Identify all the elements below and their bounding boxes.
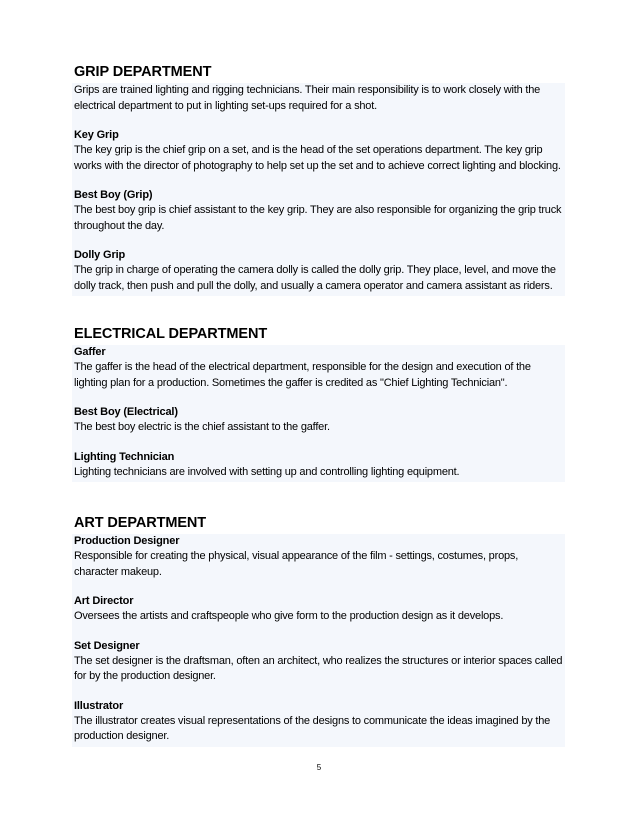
role-title: Key Grip (74, 129, 119, 141)
role-title: Art Director (74, 595, 134, 607)
art-department-section (74, 514, 565, 747)
role-title: Set Designer (74, 639, 140, 652)
role-title: Production Designer (74, 535, 180, 547)
section-body (72, 534, 565, 747)
role-title: Lighting Technician (74, 450, 175, 463)
role-description: The gaffer is the head of the electrical department, responsible for the design and execution of the lighting plan for a production. Sometimes the gaffer is credited as "Chief Lighting Technician". (74, 361, 531, 389)
section-title: ART DEPARTMENT (74, 515, 207, 531)
role-description: The illustrator creates visual representations of the designs to communicate the ideas imagined by the production designer. (74, 714, 551, 742)
role-description: Responsible for creating the physical, visual appearance of the film - settings, costumes, props, character makeup. (74, 550, 519, 578)
electrical-department-section (74, 325, 565, 482)
role-entry (74, 405, 563, 436)
page-number: 5 (316, 763, 322, 772)
grip-department-section (74, 63, 565, 296)
role-description: Lighting technicians are involved with setting up and controlling lighting equipment. (74, 465, 460, 478)
role-description: The best boy electric is the chief assistant to the gaffer. (74, 421, 330, 433)
role-description: The best boy grip is chief assistant to the key grip. They are also responsible for organizing the grip truck throughout the day. (74, 204, 562, 232)
role-description: Oversees the artists and craftspeople who give form to the production design as it develops. (74, 610, 504, 622)
role-entry (74, 699, 563, 745)
role-entry (74, 345, 563, 391)
role-entry (74, 450, 563, 481)
role-entry (74, 594, 563, 625)
role-entry (74, 248, 563, 294)
role-title: Illustrator (74, 699, 124, 712)
role-description: The key grip is the chief grip on a set, and is the head of the set operations department. The key grip works with the director of photography to help set up the set and to achieve correct lighting and blocking. (74, 144, 561, 172)
role-title: Dolly Grip (74, 249, 126, 261)
section-body (72, 345, 565, 482)
intro-text: Grips are trained lighting and rigging technicians. Their main responsibility is to work closely with the electrical department to put in lighting set-ups required for a shot. (74, 84, 541, 112)
role-title: Gaffer (74, 346, 106, 358)
role-entry (74, 188, 563, 234)
section-title: ELECTRICAL DEPARTMENT (74, 326, 268, 342)
role-description: The set designer is the draftsman, often an architect, who realizes the structures or interior spaces called for by the production designer. (74, 654, 563, 682)
role-entry (74, 128, 563, 174)
role-title: Best Boy (Electrical) (74, 406, 178, 418)
role-title: Best Boy (Grip) (74, 189, 153, 201)
section-body (72, 83, 565, 296)
section-intro (74, 83, 563, 114)
role-entry (74, 534, 563, 580)
role-entry (74, 639, 563, 685)
role-description: The grip in charge of operating the camera dolly is called the dolly grip. They place, level, and move the dolly track, then push and pull the dolly, and usually a camera operator and camera assistant as riders. (74, 264, 556, 292)
section-title: GRIP DEPARTMENT (74, 64, 212, 80)
